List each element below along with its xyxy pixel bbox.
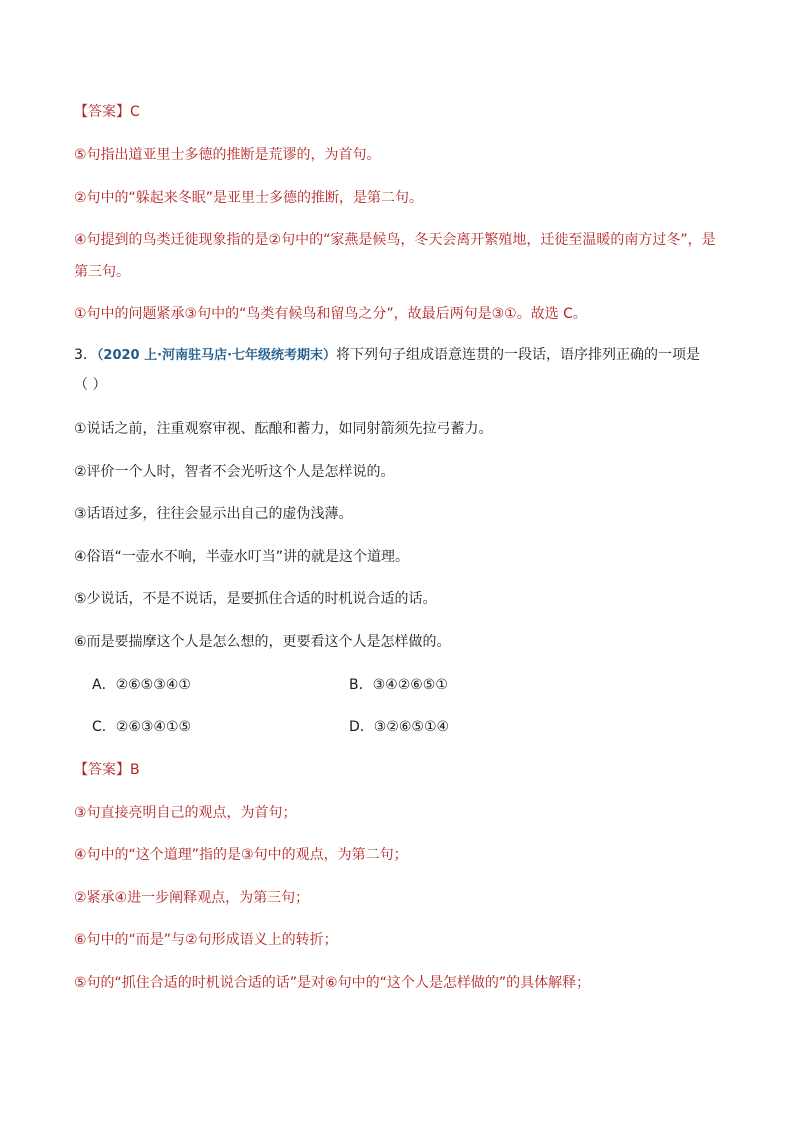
q3-sentence-4: ④俗语“一壶水不响，半壶水叮当”讲的就是这个道理。 — [74, 549, 410, 565]
q2-explanation-3-cont: 第三句。 — [74, 264, 130, 280]
q2-answer — [74, 101, 734, 123]
q2-explanation-4: ①句中的问题紧承③句中的“鸟类有候鸟和留鸟之分”，故最后两句是③①。故选 C。 — [74, 306, 587, 322]
q3-stem-bracket: （ ） — [74, 377, 107, 393]
q2-explanation-3: ④句提到的鸟类迁徙现象指的是②句中的“家燕是候鸟，冬天会离开繁殖地，迁徙至温暖的南方过冬”，是 — [74, 232, 716, 248]
q2-explanation-1: ⑤句指出道亚里士多德的推断是荒谬的，为首句。 — [74, 147, 381, 163]
q3-option-a: A．②⑥⑤③④① — [92, 677, 191, 693]
q3-sentence-6: ⑥而是要揣摩这个人是怎么想的，更要看这个人是怎样做的。 — [74, 634, 451, 650]
answer-label: 【答案】 — [74, 762, 130, 778]
q3-explanation-5: ⑤句的“抓住合适的时机说合适的话”是对⑥句中的“这个人是怎样做的”的具体解释； — [74, 975, 591, 991]
q3-sentence-5: ⑤少说话，不是不说话，是要抓住合适的时机说合适的话。 — [74, 591, 437, 607]
q3-explanation-4: ⑥句中的“而是”与②句形成语义上的转折； — [74, 932, 338, 948]
question-source: （2020 上·河南驻马店·七年级统考期末） — [96, 348, 337, 363]
q3-stem — [74, 344, 734, 367]
question-stem: 将下列句子组成语意连贯的一段话，语序排列正确的一项是 — [336, 347, 701, 363]
q3-explanation-1: ③句直接亮明自己的观点，为首句； — [74, 805, 297, 821]
q3-sentence-2: ②评价一个人时，智者不会光听这个人是怎样说的。 — [74, 464, 395, 480]
answer-label: 【答案】 — [74, 104, 130, 120]
question-number: 3． — [74, 347, 97, 363]
q3-option-d: D．③②⑥⑤①④ — [349, 719, 450, 735]
q2-explanation-2: ②句中的“躲起来冬眠”是亚里士多德的推断，是第二句。 — [74, 190, 424, 206]
q3-option-b: B．③④②⑥⑤① — [349, 677, 448, 693]
q3-explanation-3: ②紧承④进一步阐释观点，为第三句； — [74, 890, 310, 906]
q3-answer — [74, 759, 734, 781]
q3-explanation-2: ④句中的“这个道理”指的是③句中的观点，为第二句； — [74, 847, 408, 863]
q3-sentence-3: ③话语过多，往往会显示出自己的虚伪浅薄。 — [74, 506, 353, 522]
answer-value: B — [130, 762, 140, 778]
q3-option-c: C．②⑥③④①⑤ — [92, 719, 192, 735]
answer-value: C — [130, 104, 140, 120]
q3-sentence-1: ①说话之前，注重观察审视、酝酿和蓄力，如同射箭须先拉弓蓄力。 — [74, 421, 493, 437]
